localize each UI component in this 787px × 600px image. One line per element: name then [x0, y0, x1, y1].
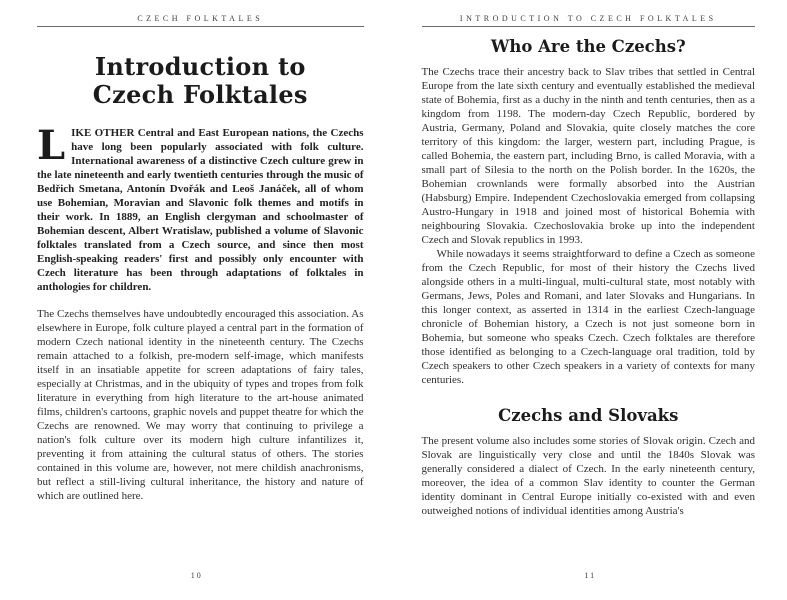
right-page [394, 0, 787, 600]
left-running-header: CZECH FOLKTALES [137, 14, 264, 23]
right-running-header: INTRODUCTION TO CZECH FOLKTALES [459, 14, 717, 23]
chapter-title [37, 53, 364, 109]
right-header-rule [422, 26, 756, 27]
section-heading-who-are-the-czechs: Who Are the Czechs? [490, 37, 686, 56]
section1-paragraph1: The Czechs trace their ancestry back to Slav tribes that settled in Central Europe from the late sixth century and eventually established the medieval state of Bohemia, first as a duchy in the ninth and tenth centuries, then as a kingdom from 1198. The modern-day Czech Republic, bordered by Austria, Germany, Poland and Slovakia, quite closely matches the core territory of this kingdom: the larger, western part, including Prague, is called Bohemia, the eastern part, including Brno, is called Moravia, with a small part of Silesia to the north on the Polish border. In the 1620s, the Bohemian crownlands were formally absorbed into the Austrian (Habsburg) Empire. Independent Czechoslovakia emerged from collapsing Austro-Hungary in 1918 and joined most of historical Bohemia with neighbouring Slovakia. Czechoslovakia broke up into the independent Czech and Slovak republics in 1993. [421, 66, 755, 246]
body-paragraph: The Czechs themselves have undoubtedly encouraged this association. As elsewhere in Europe, folk culture played a central part in the formation of modern Czech national identity in the nineteenth century. The Czechs remain attached to a folkish, pre-modern self-image, which manifests itself in an insatiable appetite for screen adaptations of fairy tales, especially at Christmas, and in the ubiquity of types and tropes from folk literature in everything from high literature to the art-house animated films, children's cartoons, graphic novels and puppet theatre for which the Czechs are renowned. We may worry that continuing to privilege a nation's folk culture over its modern high culture infantilizes it, preventing it from attaining the cultural status of others. The stories contained in this volume are, however, not mere childish anachronisms, but reflect a still-living cultural inheritance, the history and nature of which are outlined here. [37, 308, 364, 502]
intro-paragraph-text: IKE OTHER Central and East European nations, the Czechs have long been popularly associated with folk culture. International awareness of a distinctive Czech culture grew in the late nineteenth and early twentieth centuries through the music of Bedřich Smetana, Antonín Dvořák and Leoš Janáček, all of whom use Bohemian, Moravian and Slavonic folk themes and motifs in their work. In 1889, an English clergyman and schoolmaster of Bohemian descent, Albert Wratislaw, published a volume of Slavonic folktales translated from a Czech source, and since then most English-speaking readers' first and possibly only encounter with Czech literature has been through adaptations of folktales in anthologies for children. [37, 127, 364, 293]
chapter-title-line2: Czech Folktales [92, 80, 308, 109]
left-page-number: 10 [190, 571, 203, 580]
drop-cap: L [37, 122, 66, 169]
section2-paragraph1: The present volume also includes some stories of Slovak origin. Czech and Slovak are linguistically very close and until the 1840s Slovak was generally considered a dialect of Czech. In the early nineteenth century, moreover, the idea of a common Slav identity to counter the German identity dominant in Central Europe initially co-existed with and even outweighed notions of individual identities among Austria's [421, 435, 755, 517]
right-page-number: 11 [584, 571, 597, 580]
intro-paragraph [37, 122, 364, 294]
left-header-rule [37, 26, 364, 27]
section1-paragraph2: While nowadays it seems straightforward to define a Czech as someone from the Czech Republic, for most of their history the Czechs lived alongside others in a multi-lingual, multi-cultural state, most notably with Germans, Jews, Poles and Romani, and later Slovaks and Hungarians. In this longer context, as asserted in 1314 in the earliest Czech-language chronicle of Bohemian history, a Czech is not just someone born in Bohemia, but someone who speaks Czech. Czech folktales are therefore those identified as belonging to a Czech-language oral tradition, told by Czech speakers to other Czech speakers in a variety of contexts for many centuries. [421, 248, 755, 386]
chapter-title-line1: Introduction to [94, 52, 306, 81]
section-heading-czechs-and-slovaks: Czechs and Slovaks [498, 406, 679, 425]
